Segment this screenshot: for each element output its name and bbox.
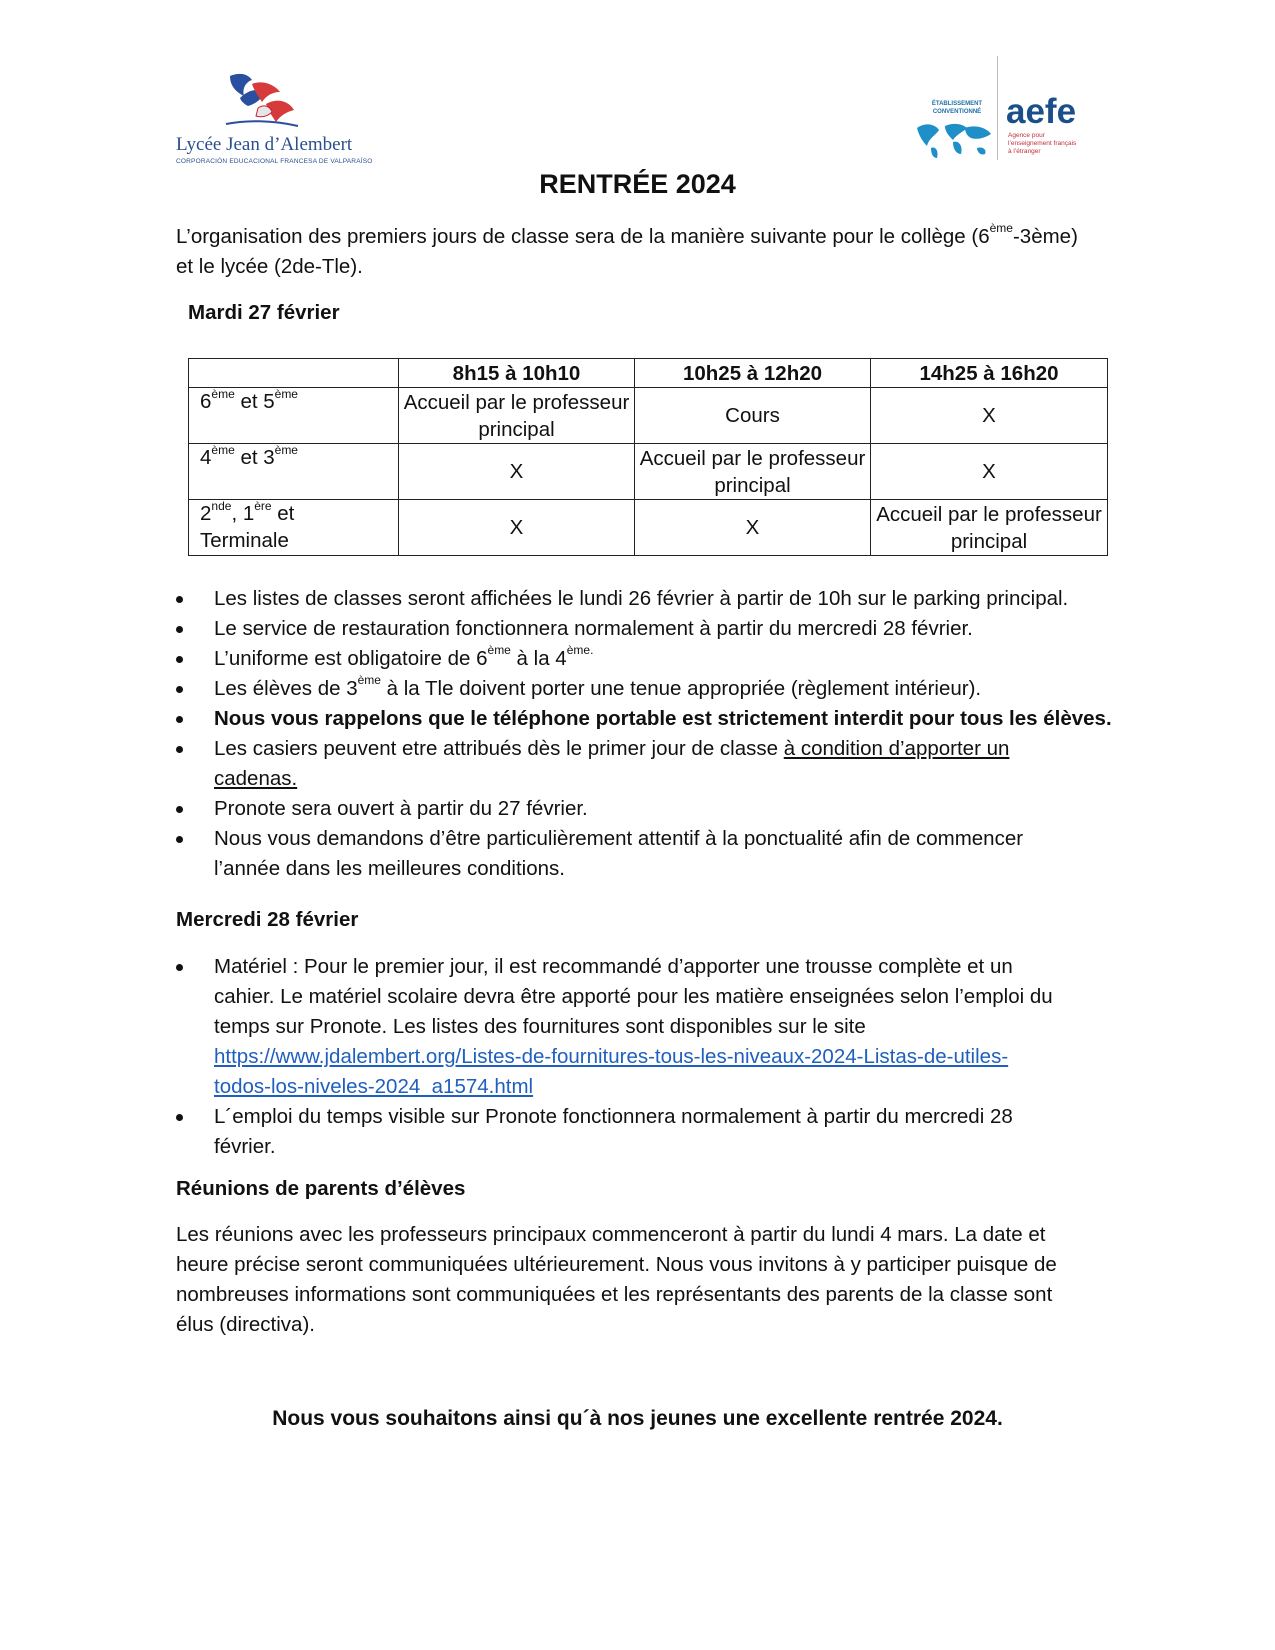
info-bullet-list xyxy=(176,584,1116,884)
table-header-row xyxy=(189,359,1108,388)
table-row xyxy=(189,444,1108,500)
table-cell: Accueil par le professeur principal xyxy=(635,444,871,500)
aefe-divider xyxy=(997,56,998,160)
list-item: Nous vous demandons d’être particulièrement attentif à la ponctualité afin de commencer l’année dans les meilleures conditions. xyxy=(176,824,1116,884)
world-map-icon xyxy=(913,118,993,162)
row-label: 4ème et 3ème xyxy=(189,444,399,500)
lycee-logo-name: Lycée Jean d’Alembert xyxy=(176,134,353,155)
list-item: Les listes de classes seront affichées le lundi 26 février à partir de 10h sur le parking principal. xyxy=(176,584,1116,614)
table-cell: Cours xyxy=(635,388,871,444)
day2-heading: Mercredi 28 février xyxy=(176,908,359,931)
list-item: Les élèves de 3ème à la Tle doivent porter une tenue appropriée (règlement intérieur). xyxy=(176,674,1116,704)
list-item: Les casiers peuvent etre attribués dès le primer jour de classe à condition d’apporter un cadenas. xyxy=(176,734,1116,794)
table-header-cell: 8h15 à 10h10 xyxy=(399,359,635,388)
day1-heading: Mardi 27 février xyxy=(188,301,340,324)
page-title: RENTRÉE 2024 xyxy=(539,169,736,199)
aefe-logo xyxy=(905,56,1095,166)
aefe-badge: ÉTABLISSEMENT CONVENTIONNÉ xyxy=(931,101,983,115)
table-header-cell xyxy=(189,359,399,388)
schedule-table xyxy=(188,358,1108,556)
table-cell: X xyxy=(399,444,635,500)
list-item: Le service de restauration fonctionnera normalement à partir du mercredi 28 février. xyxy=(176,614,1116,644)
table-header-cell: 14h25 à 16h20 xyxy=(871,359,1108,388)
table-cell: X xyxy=(871,388,1108,444)
table-cell: Accueil par le professeur principal xyxy=(399,388,635,444)
lycee-logo xyxy=(176,70,373,166)
supplies-list-link[interactable]: https://www.jdalembert.org/Listes-de-fournitures-tous-les-niveaux-2024-Listas-de-utiles- todos-los-niveles-2024_a1574.html xyxy=(214,1045,1009,1098)
intro-paragraph: L’organisation des premiers jours de classe sera de la manière suivante pour le collège (6ème-3ème) et le lycée (2de-Tle). xyxy=(176,221,1078,278)
list-item: Matériel : Pour le premier jour, il est recommandé d’apporter une trousse complète et un cahier. Le matériel scolaire devra être apporté pour les matière enseignées selon l’emploi du temps sur Pronote. Les listes des fournitures sont disponibles sur le site https://www.jdalembert.org/Listes-de-fournitures-tous-les-niveaux-2024-Listas-de-utiles- todos-los-niveles-2024_a1574.html xyxy=(176,952,1116,1102)
list-item: L’uniforme est obligatoire de 6ème à la $4^{ème.}$ xyxy=(176,644,1116,674)
table-row xyxy=(189,388,1108,444)
list-item: Pronote sera ouvert à partir du 27 février. xyxy=(176,794,1116,824)
lycee-logo-subtitle: CORPORACIÓN EDUCACIONAL FRANCESA DE VALPARAÍSO xyxy=(176,158,373,165)
row-label: 2nde, 1ère et Terminale xyxy=(189,500,399,556)
aefe-agency: Agence pour l’enseignement français à l’étranger xyxy=(1008,132,1077,155)
closing-message: Nous vous souhaitons ainsi qu´à nos jeunes une excellente rentrée 2024. xyxy=(272,1407,1003,1430)
table-cell: X xyxy=(399,500,635,556)
list-item: L´emploi du temps visible sur Pronote fonctionnera normalement à partir du mercredi 28 février. xyxy=(176,1102,1116,1162)
list-item: Nous vous rappelons que le téléphone portable est strictement interdit pour tous les élèves. xyxy=(176,704,1116,734)
table-cell: X xyxy=(871,444,1108,500)
aefe-wordmark: aefe xyxy=(1006,92,1077,131)
table-row xyxy=(189,500,1108,556)
table-header-cell: 10h25 à 12h20 xyxy=(635,359,871,388)
row-label: 6ème et 5ème xyxy=(189,388,399,444)
lycee-emblem-icon xyxy=(222,70,302,132)
materials-bullet-list xyxy=(176,952,1116,1162)
table-cell: X xyxy=(635,500,871,556)
meetings-paragraph: Les réunions avec les professeurs principaux commenceront à partir du lundi 4 mars. La date et heure précise seront communiquées ultérieurement. Nous vous invitons à y participer puisque de nombreuses informations sont communiquées et les représentants des parents de la classe sont élus (directiva). xyxy=(176,1223,1057,1336)
table-cell: Accueil par le professeur principal xyxy=(871,500,1108,556)
meetings-heading: Réunions de parents d’élèves xyxy=(176,1177,466,1200)
